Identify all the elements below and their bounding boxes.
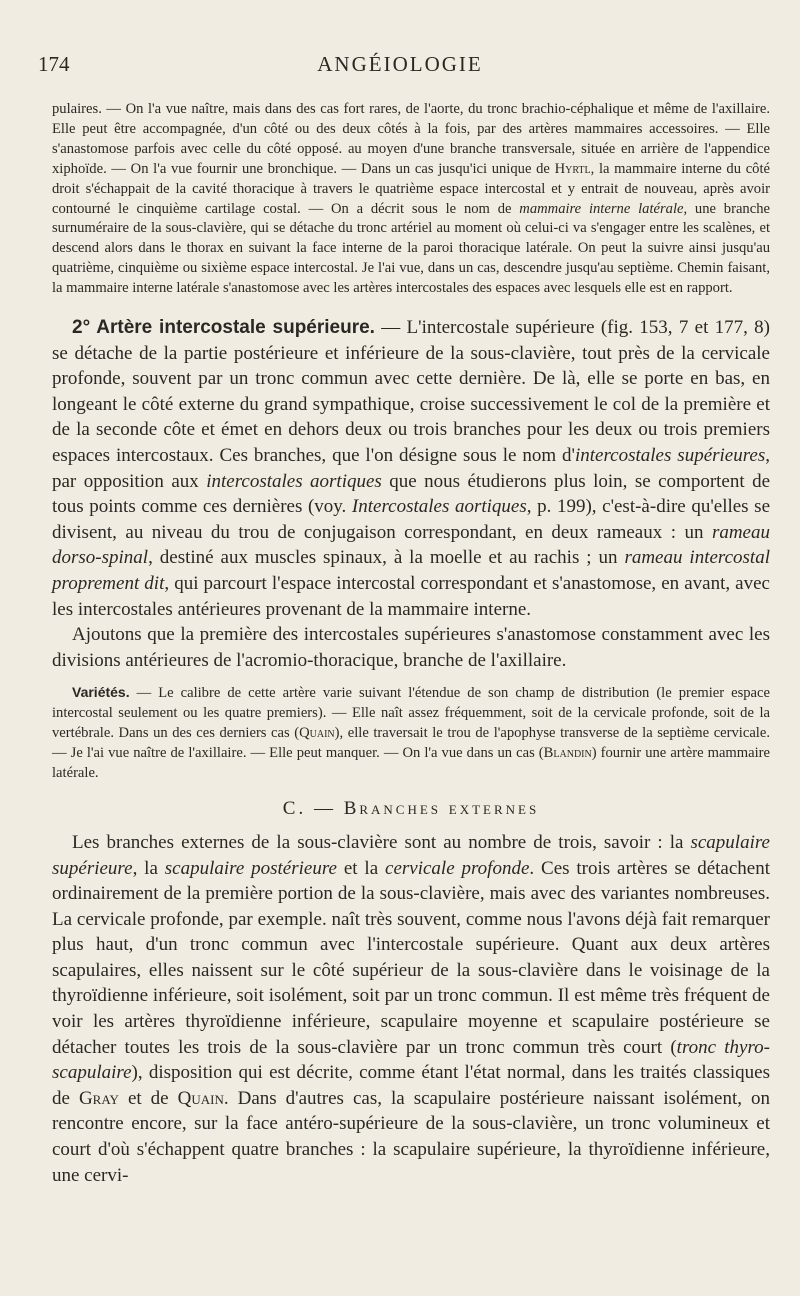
paragraph-anastomose: Ajoutons que la première des intercostales supérieures s'anastomose constamment avec les divisions antérieures de l'acromio-thoracique, branche de l'axillaire. [52,624,770,671]
text-run: , la [132,857,165,879]
text-run: , destiné aux muscles spinaux, à la moelle et au rachis ; un [148,547,625,569]
term-scapulaire-superieure: scapulaire supérieure [52,831,770,879]
text-run: . Dans d'autres cas, la scapulaire postérieure naissant isolément, on rencontre encore, sur la face antéro-supérieure de la sous-clavière, un tronc volumineux et court d'où s'échappent quatre branches : la scapulaire supérieure, la thyroïdienne inférieure, une cervi- [52,1087,770,1186]
text-run: , une branche surnuméraire de la sous-clavière, qui se détache du tronc artériel au moment où celui-ci va s'engager entre les scalènes, et descend alors dans le thorax en suivant la face interne de la paroi thoracique latérale. On peut la suivre ainsi jusqu'au quatrième, cinquième ou sixième espace intercostal. Je l'ai vue, dans un cas, descendre jusqu'au septième. Chemin faisant, la mammaire interne latérale s'anastomose avec les artères intercostales des espaces avec lesquels elle est en rapport. [52,200,770,297]
section-title-intercostale-superieure: 2° Artère intercostale supérieure. [72,317,375,339]
term-mammaire-interne-laterale: mammaire interne latérale [519,200,684,217]
term-tronc-thyro-scapulaire: tronc thyro-scapulaire [52,1036,770,1084]
text-run: — L'intercostale supérieure (fig. 153, 7 et 177, 8) se détache de la partie postérieure et inférieure de la sous-clavière, tout près de la cervicale profonde, souvent par un tronc commun avec cette dernière. De là, elle se porte en bas, en longeant le côté externe du grand sympathique, croise successivement le col de la première et de la seconde côte et émet en dehors deux ou trois branches pour les deux ou trois premiers espaces intercostaux. Ces branches, que l'on désigne sous le nom d' [52,317,770,467]
crossref-intercostales-aortiques: Intercostales aortiques [351,496,527,518]
text-run: ), elle traversait le trou de l'apophyse transverse de la septième cervicale. — Je l'ai vue naître de l'axillaire. — Elle peut manquer. — On l'a vue dans un cas ( [52,725,770,762]
paragraph-mammaire-varietes [52,100,770,299]
paragraph-intercostale-superieure [52,315,770,622]
text-run: — Le calibre de cette artère varie suivant l'étendue de son champ de distribution (le premier espace intercostal seulement ou les quatre premiers). — Elle naît assez fréquemment, soit de la cervicale profonde, soit de la vertébrale. Dans un des ces derniers cas ( [52,685,770,742]
term-rameau-dorso-spinal: rameau dorso-spinal [52,521,770,569]
term-intercostales-aortiques: intercostales aortiques [206,470,382,492]
author-blandin: Blandin [543,745,592,762]
author-quain: Quain [177,1087,224,1109]
text-run: , qui parcourt l'espace intercostal correspondant et s'anastomose, en avant, avec les intercostales antérieures provenant de la mammaire interne. [52,573,770,620]
paragraph-varietes [52,683,770,784]
text-run: et la [336,857,386,879]
page-header [38,52,762,88]
text-run: et de [118,1087,178,1109]
term-intercostales-superieures: intercostales supérieures [574,445,766,467]
label-varietes: Variétés. [72,684,130,701]
term-rameau-intercostal: rameau intercostal proprement dit [52,547,770,594]
text-run: , la mammaire interne du côté droit s'échappait de la cavité thoracique à travers le quatrième espace intercostal et y entrait de nouveau, après avoir contourné le cinquième cartilage costal. — On a décrit sous le nom de [52,160,770,217]
author-quain: Quain [299,725,335,742]
term-scapulaire-posterieure: scapulaire postérieure [164,857,337,879]
text-run: , p. 199), c'est-à-dire qu'elles se divisent, au niveau du trou de conjugaison correspondant, en deux rameaux : un [52,496,771,543]
text-run: Les branches externes de la sous-clavière sont au nombre de trois, savoir : la [72,831,691,853]
section-heading-branches-externes: C. — Branches externes [282,797,540,819]
paragraph-branches-externes [52,830,770,1188]
author-gray: Gray [78,1087,119,1109]
text-run: . Ces trois artères se détachent ordinairement de la première portion de la sous-clavière, mais avec des variantes nombreuses. La cervicale profonde, par exemple. naît très souvent, comme nous l'avons déjà fait remarquer plus haut, d'un tronc commun avec l'intercostale supérieure. Quant aux deux artères scapulaires, elles naissent sur le côté supérieur de la sous-clavière dans le voisinage de la thyroïdienne inférieure, soit isolément, soit par un tronc commun. Il est même très fréquent de voir les artères thyroïdienne inférieure, scapulaire moyenne et scapulaire postérieure se détacher toutes les trois de la sous-clavière par un tronc commun très court ( [52,857,771,1058]
text-run: pulaires. — On l'a vue naître, mais dans des cas fort rares, de l'aorte, du tronc brachio-céphalique et même de l'axillaire. Elle peut être accompagnée, d'un côté ou des deux côtés à la fois, par des artères mammaires accessoires. — Elle s'anastomose parfois avec celle du côté opposé. au moyen d'une branche transversale, située en arrière de l'appendice xiphoïde. — On l'a vue fournir une bronchique. — Dans un cas jusqu'ici unique de [52,101,770,177]
page-number: 174 [38,52,70,76]
author-hyrtl: Hyrtl [554,160,591,177]
running-title: ANGÉIOLOGIE [317,52,483,76]
text-run: que nous étudierons plus loin, se comportent de tous points comme ces dernières (voy. [52,470,770,518]
page-body [52,100,770,1188]
term-cervicale-profonde: cervicale profonde [385,857,530,879]
text-run: , par opposition aux [52,445,770,492]
text-run: ) fournir une artère mammaire latérale. [52,745,770,781]
text-run: ), disposition qui est décrite, comme étant l'état normal, dans les traités classiques de [52,1062,770,1109]
